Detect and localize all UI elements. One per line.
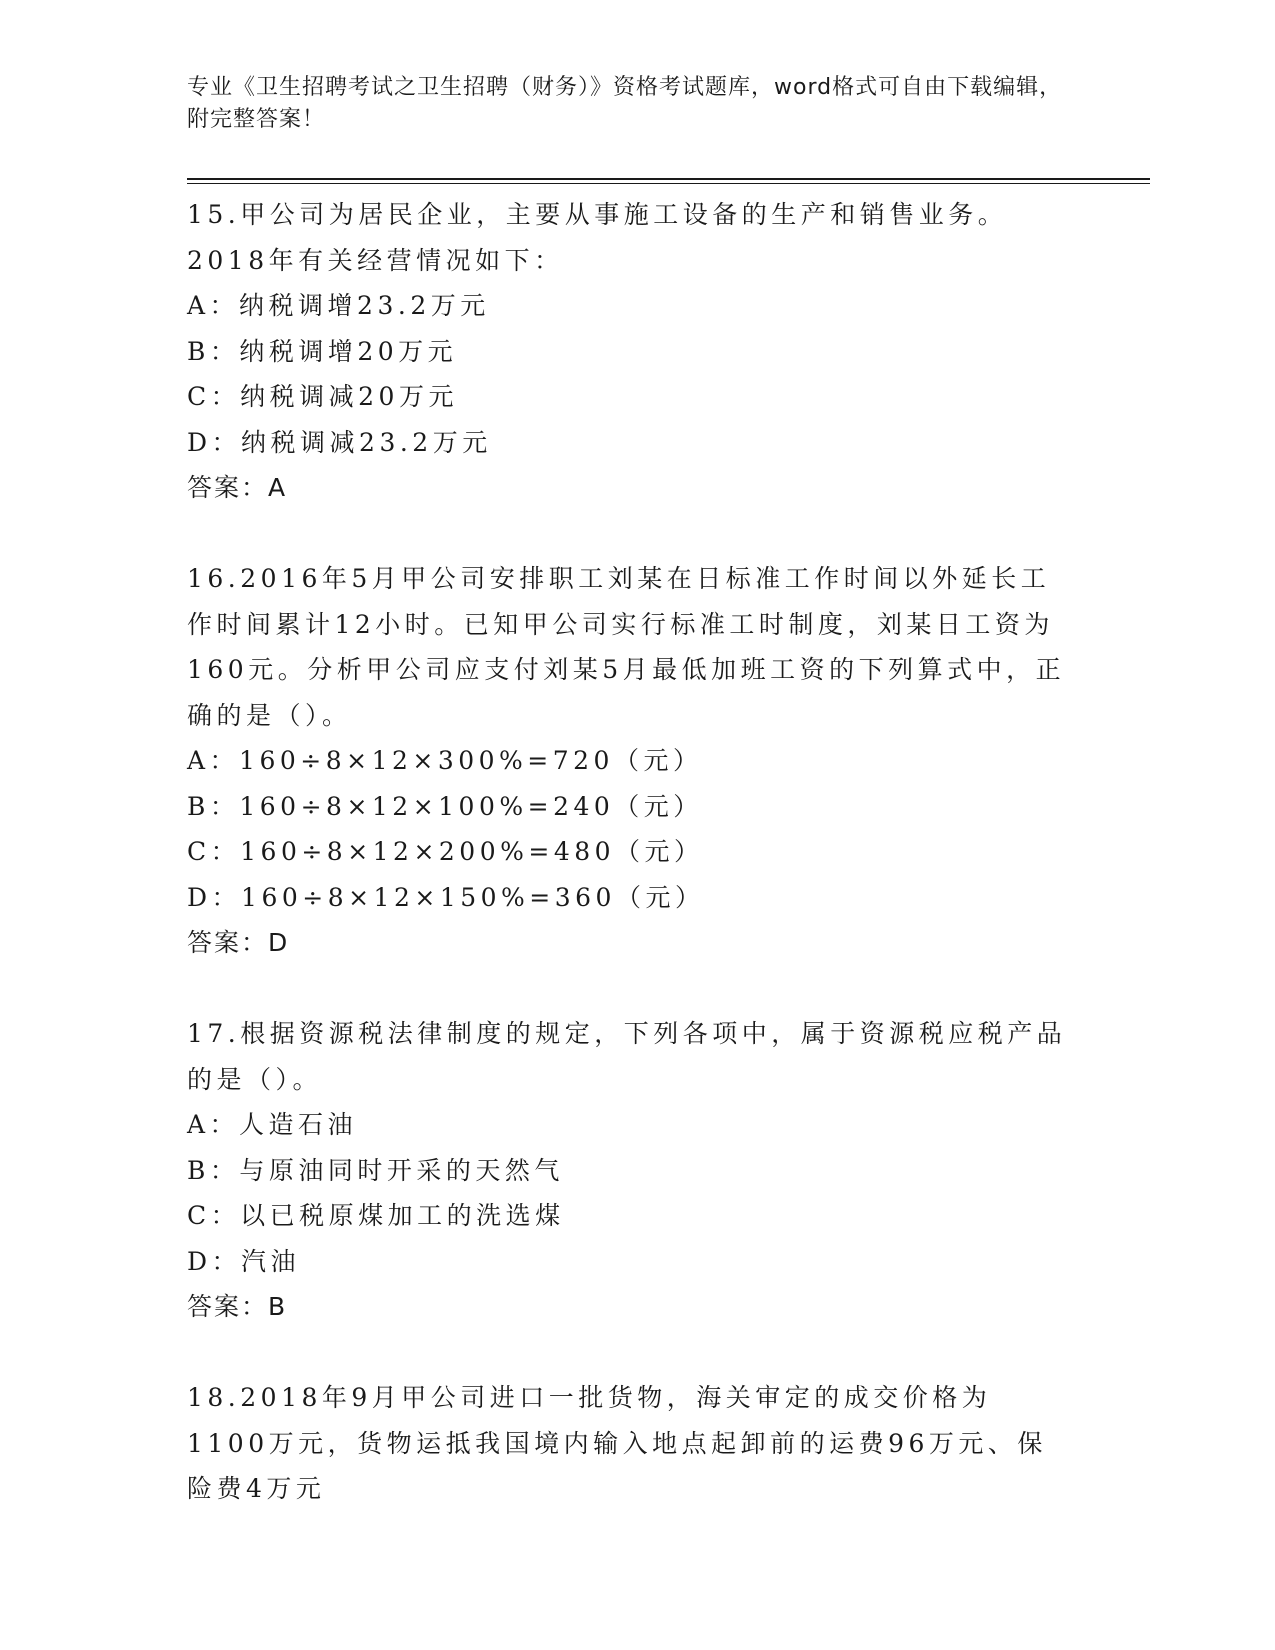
question-list (187, 192, 1067, 1512)
question-spacer (187, 1330, 1067, 1376)
question-16 (187, 556, 1067, 966)
option-c: C：以已税原煤加工的洗选煤 (187, 1201, 565, 1230)
option-a: A：人造石油 (187, 1110, 358, 1139)
question-15 (187, 192, 1067, 511)
question-stem: 15.甲公司为居民企业，主要从事施工设备的生产和销售业务。2018年有关经营情况如下： (187, 200, 1008, 275)
question-18 (187, 1375, 1067, 1512)
option-d: D：汽油 (187, 1246, 301, 1276)
question-stem: 17.根据资源税法律制度的规定，下列各项中，属于资源税应税产品的是（）。 (187, 1019, 1067, 1094)
header-divider-thin (187, 183, 1150, 184)
header-divider-thick (187, 178, 1150, 180)
question-stem: 16.2016年5月甲公司安排职工刘某在日标准工作时间以外延长工作时间累计12小时。已知甲公司实行标准工时制度，刘某日工资为160元。分析甲公司应支付刘某5月最低加班工资的下列算式中，正确的是（）。 (187, 564, 1066, 730)
option-c: C：纳税调减20万元 (187, 382, 458, 411)
option-d: D：纳税调减23.2万元 (187, 427, 492, 457)
option-b: B：纳税调增20万元 (187, 336, 458, 366)
question-17 (187, 1011, 1067, 1330)
document-page (187, 0, 1147, 1650)
question-spacer (187, 966, 1067, 1012)
answer-line: 答案：D (187, 928, 290, 957)
option-c: C：160÷8×12×200%=480（元） (187, 837, 704, 866)
question-stem: 18.2018年9月甲公司进口一批货物，海关审定的成交价格为1100万元，货物运抵我国境内输入地点起卸前的运费96万元、保险费4万元 (187, 1383, 1047, 1503)
option-b: B：与原油同时开采的天然气 (187, 1155, 564, 1185)
option-a: A：160÷8×12×300%=720（元） (187, 746, 703, 775)
answer-line: 答案：B (187, 1292, 288, 1321)
option-b: B：160÷8×12×100%=240（元） (187, 791, 703, 821)
option-a: A：纳税调增23.2万元 (187, 291, 490, 320)
answer-line: 答案：A (187, 473, 288, 502)
question-spacer (187, 511, 1067, 557)
option-d: D：160÷8×12×150%=360（元） (187, 882, 705, 912)
document-header: 专业《卫生招聘考试之卫生招聘（财务）》资格考试题库，word格式可自由下载编辑，附完整答案！ (187, 75, 1063, 132)
